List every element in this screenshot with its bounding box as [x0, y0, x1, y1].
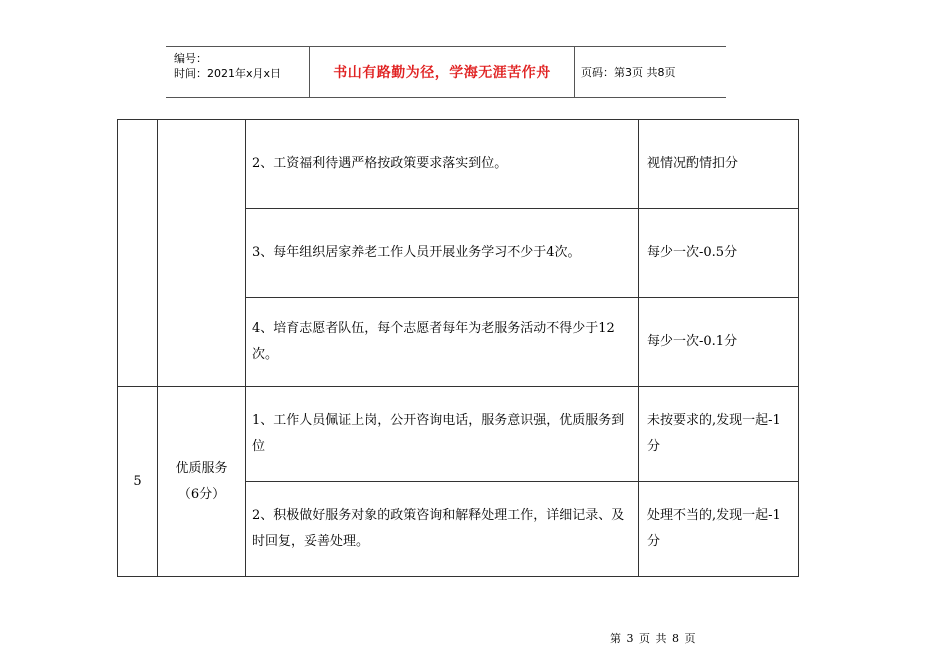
header-time-label: 时间：2021年x月x日 [174, 67, 282, 80]
score-cell: 未按要求的,发现一起-1分 [639, 387, 799, 482]
score-cell: 视情况酌情扣分 [639, 120, 799, 209]
evaluation-table [117, 119, 799, 577]
table-row [118, 387, 799, 482]
score-cell: 处理不当的,发现一起-1分 [639, 482, 799, 577]
section-points: （6分） [177, 486, 226, 502]
section-number: 5 [118, 387, 158, 577]
content-cell: 2、积极做好服务对象的政策咨询和解释处理工作，详细记录、及时回复，妥善处理。 [246, 482, 639, 577]
content-cell: 4、培育志愿者队伍，每个志愿者每年为老服务活动不得少于12次。 [246, 298, 639, 387]
score-cell: 每少一次-0.5分 [639, 209, 799, 298]
section-title-cell [158, 387, 246, 577]
table-row [118, 120, 799, 209]
header-number-label: 编号： [174, 52, 207, 65]
content-cell: 1、工作人员佩证上岗，公开咨询电话，服务意识强，优质服务到位 [246, 387, 639, 482]
page-footer: 第 3 页 共 8 页 [610, 632, 697, 645]
score-cell: 每少一次-0.1分 [639, 298, 799, 387]
header-meta [166, 47, 310, 97]
number-cell-empty [118, 120, 158, 387]
header-page-label: 页码：第3页 共8页 [581, 66, 676, 79]
item-cell-empty [158, 120, 246, 387]
header-slogan: 书山有路勤为径，学海无涯苦作舟 [310, 47, 575, 97]
page-header [166, 46, 726, 98]
section-title: 优质服务 [175, 460, 228, 476]
content-cell: 2、工资福利待遇严格按政策要求落实到位。 [246, 120, 639, 209]
content-cell: 3、每年组织居家养老工作人员开展业务学习不少于4次。 [246, 209, 639, 298]
